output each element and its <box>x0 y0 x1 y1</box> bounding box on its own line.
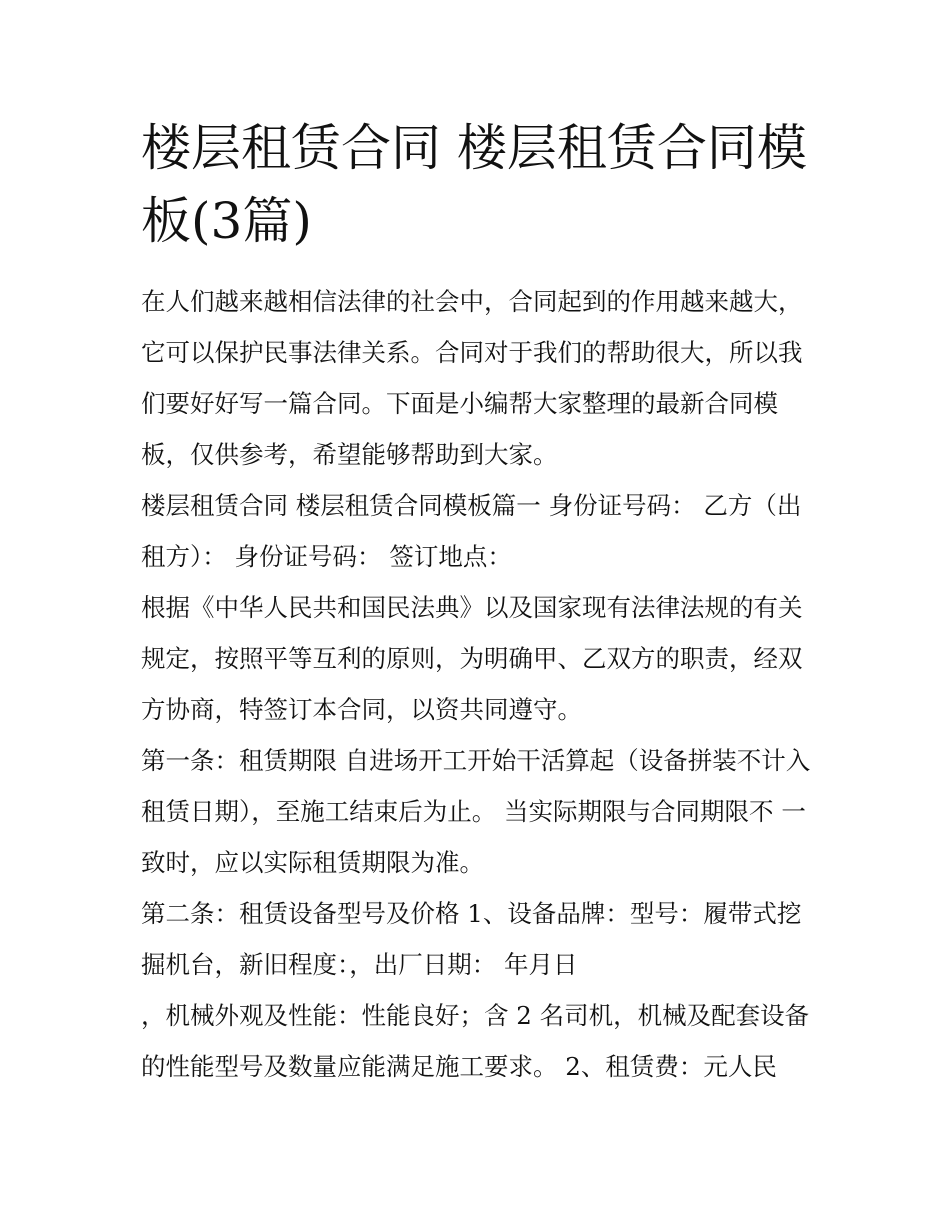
paragraph-parties: 楼层租赁合同 楼层租赁合同模板篇一 身份证号码： 乙方（出租方）： 身份证号码： 签订地点： <box>141 491 802 571</box>
paragraph-article-2-continued: ，机械外观及性能：性能良好；含 2 名司机，机械及配套设备的性能型号及数量应能满足施工要求。 2、租赁费：元人民 <box>141 1001 810 1081</box>
paragraph-basis: 根据《中华人民共和国民法典》以及国家现有法律法规的有关规定，按照平等互利的原则，为明确甲、乙双方的职责，经双方协商，特签订本合同，以资共同遵守。 <box>141 593 803 724</box>
paragraph-article-1: 第一条：租赁期限 自进场开工开始干活算起（设备拼装不计入租赁日期），至施工结束后为止。 当实际期限与合同期限不 一致时，应以实际租赁期限为准。 <box>141 746 811 877</box>
document-title: 楼层租赁合同 楼层租赁合同模板(3篇) <box>141 119 807 250</box>
paragraph-article-2: 第二条：租赁设备型号及价格 1、设备品牌：型号：履带式挖掘机台，新旧程度：，出厂日期： 年月日 <box>141 899 802 979</box>
paragraph-intro: 在人们越来越相信法律的社会中，合同起到的作用越来越大，它可以保护民事法律关系。合同对于我们的帮助很大，所以我们要好好写一篇合同。下面是小编帮大家整理的最新合同模板，仅供参考，希望能够帮助到大家。 <box>141 287 803 469</box>
document-body <box>141 276 813 1092</box>
